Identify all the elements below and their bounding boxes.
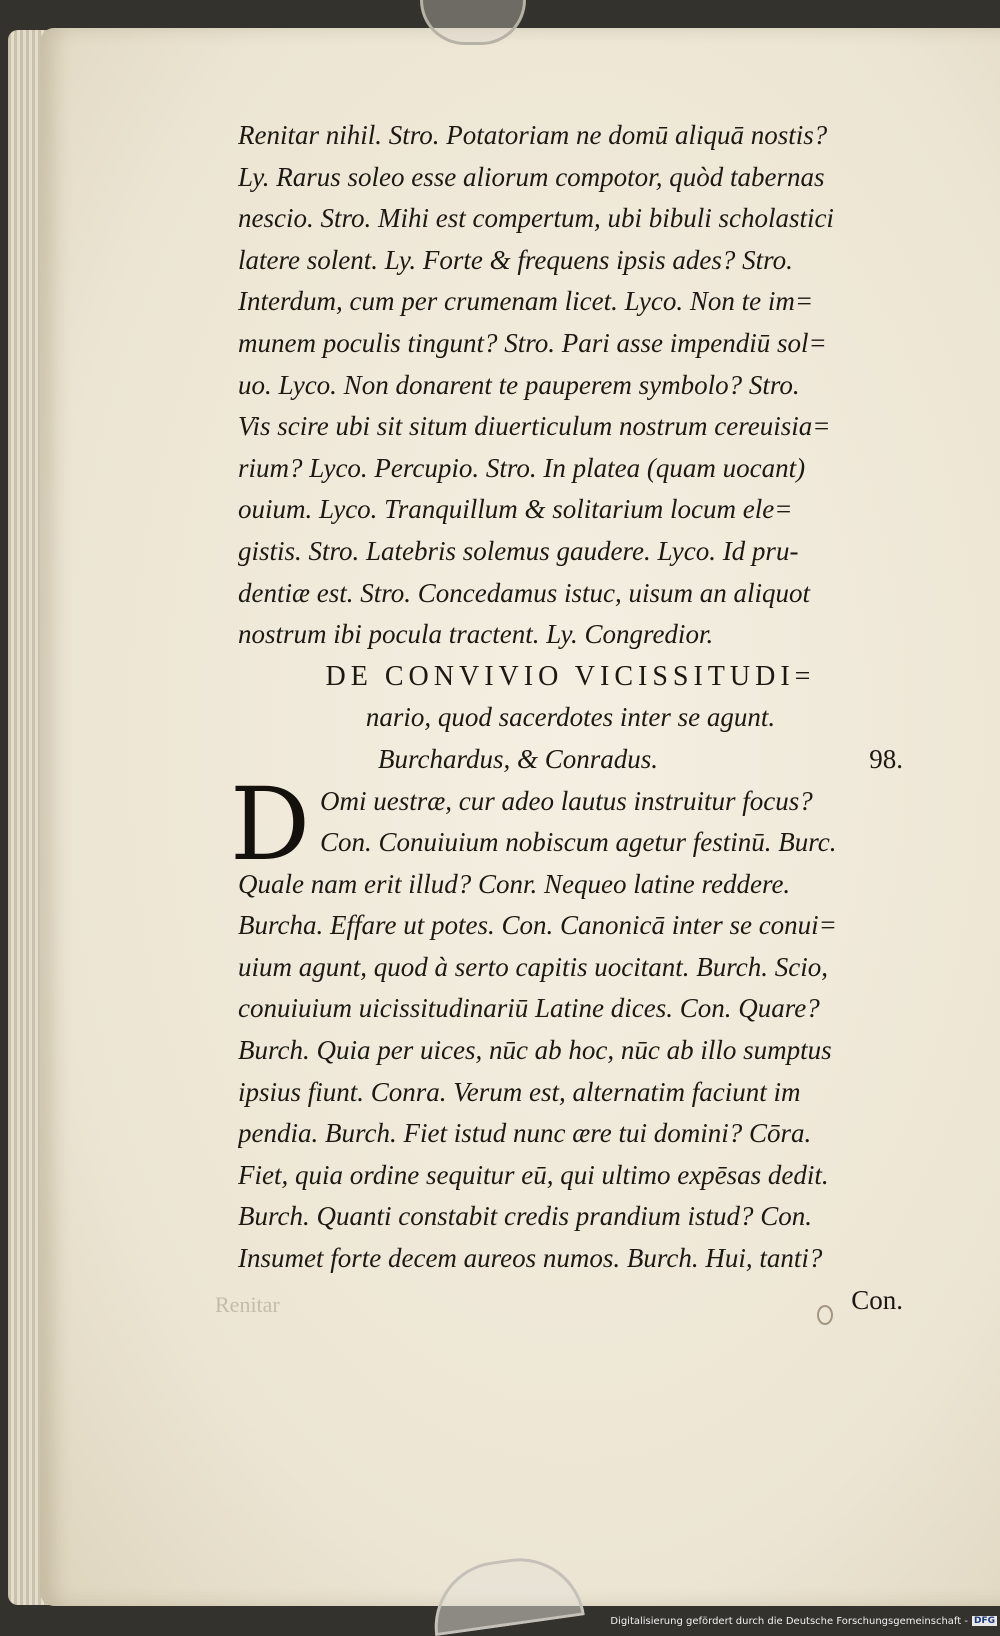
text-line: nostrum ibi pocula tractent. Ly. Congredior.: [238, 619, 714, 650]
text-line: Ly. Rarus soleo esse aliorum compotor, quòd tabernas: [238, 161, 825, 192]
speakers-line: [238, 739, 903, 781]
text-line: Quale nam erit illud? Conr. Nequeo latine reddere.: [238, 868, 791, 899]
text-line: conuiuium uicissitudinariū Latine dices. Con. Quare?: [238, 993, 820, 1024]
text-line: ouium. Lyco. Tranquillum & solitarium locum ele=: [238, 494, 793, 525]
text-line: uium agunt, quod à serto capitis uocitant. Burch. Scio,: [238, 951, 828, 982]
text-line: Burch. Quia per uices, nūc ab hoc, nūc ab illo sumptus: [238, 1035, 832, 1066]
text-line: Insumet forte decem aureos numos. Burch. Hui, tanti?: [238, 1243, 823, 1274]
text-line: Omi uestræ, cur adeo lautus instruitur focus?: [320, 785, 813, 816]
folio-number: 98.: [869, 743, 903, 774]
paper-stain: [817, 1305, 833, 1325]
text-line: Renitar nihil. Stro. Potatoriam ne domū aliquā nostis?: [238, 120, 828, 150]
text-line: rium? Lyco. Percupio. Stro. In platea (quam uocant): [238, 452, 806, 483]
text-line: munem poculis tingunt? Stro. Pari asse impendiū sol=: [238, 327, 827, 358]
text-line: Con. Conuiuium nobiscum agetur festinū. Burc.: [320, 827, 837, 858]
text-line: Burcha. Effare ut potes. Con. Canonicā inter se conui=: [238, 910, 837, 941]
text-line: dentiæ est. Stro. Concedamus istuc, uisum an aliquot: [238, 577, 810, 608]
text-line: latere solent. Ly. Forte & frequens ipsis ades? Stro.: [238, 244, 793, 275]
funding-credit: Digitalisierung gefördert durch die Deutsche Forschungsgemeinschaft -: [610, 1615, 968, 1627]
text-line: Vis scire ubi sit situm diuerticulum nostrum cereuisia=: [238, 411, 831, 442]
text-line: Fiet, quia ordine sequitur eū, qui ultimo expēsas dedit.: [238, 1159, 829, 1190]
text-line: Interdum, cum per crumenam licet. Lyco. Non te im=: [238, 286, 814, 317]
text-line: uo. Lyco. Non donarent te pauperem symbolo? Stro.: [238, 369, 800, 400]
dialogue: [230, 765, 903, 1280]
dfg-logo: DFG: [973, 1616, 995, 1626]
text-line: ipsius fiunt. Conra. Verum est, alternatim faciunt im: [238, 1076, 801, 1107]
section-subheading: nario, quod sacerdotes inter se agunt.: [365, 702, 776, 733]
show-through-text: Renitar: [215, 1292, 280, 1317]
speaker-names: Burchardus, & Conradus.: [378, 743, 659, 774]
text-line: Burch. Quanti constabit credis prandium istud? Con.: [238, 1201, 812, 1232]
drop-capital: D: [230, 765, 311, 883]
dialogue-continuation: [238, 115, 903, 656]
text-line: gistis. Stro. Latebris solemus gaudere. Lyco. Id pru-: [238, 535, 799, 566]
text-line: pendia. Burch. Fiet istud nunc ære tui domini? Cōra.: [238, 1118, 812, 1149]
text-line: nescio. Stro. Mihi est compertum, ubi bibuli scholastici: [238, 203, 834, 234]
section-heading: DE CONVIVIO VICISSITUDI=: [325, 660, 816, 692]
digitization-footer: [580, 1612, 1000, 1630]
page-text: [230, 115, 903, 1321]
catchword: Con.: [851, 1284, 903, 1315]
